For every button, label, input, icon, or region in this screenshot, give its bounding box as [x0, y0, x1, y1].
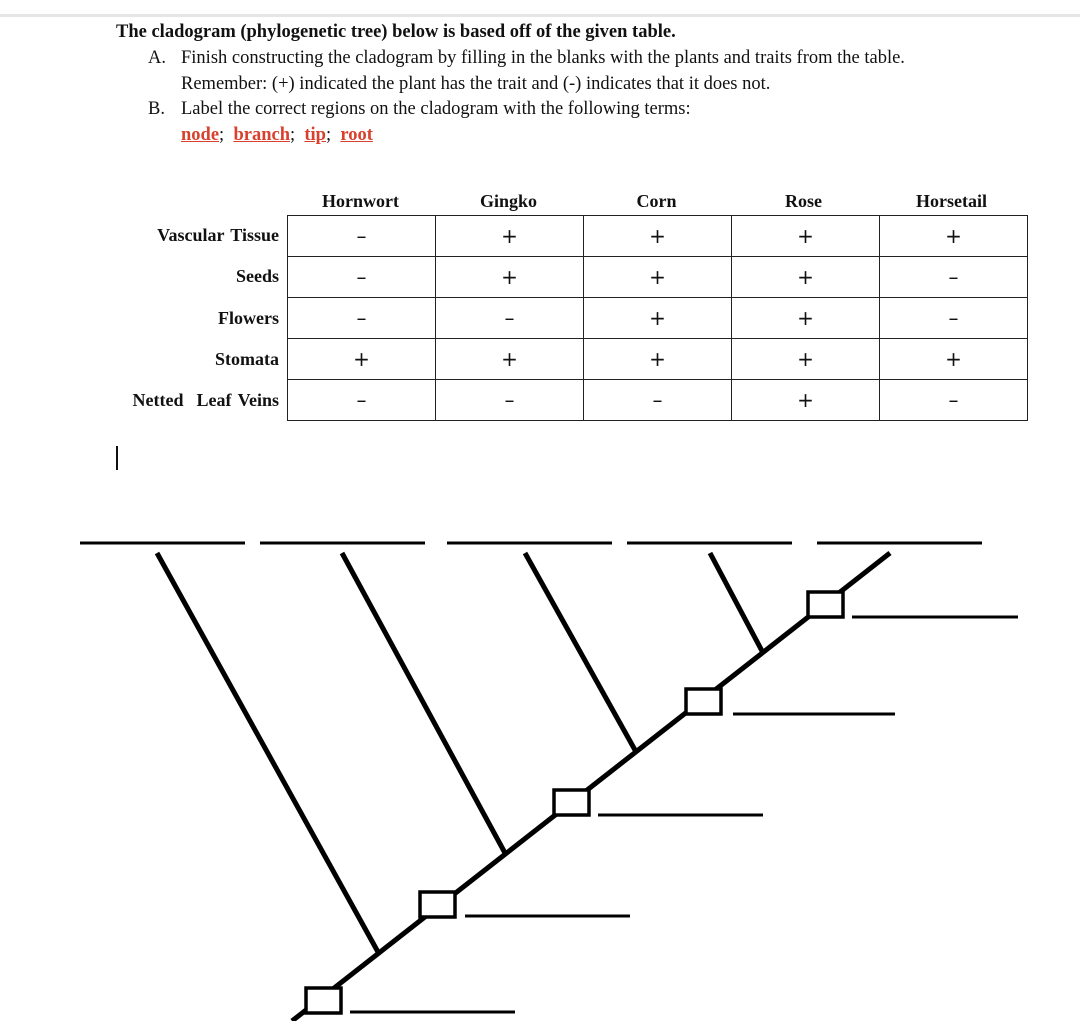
table-cell: – [880, 257, 1028, 298]
table-cell: – [288, 257, 436, 298]
table-cell: + [436, 216, 584, 257]
table-cell: – [436, 380, 584, 421]
table-cell: + [436, 339, 584, 380]
table-cell: – [880, 298, 1028, 339]
column-header-hornwort: Hornwort [322, 191, 399, 211]
row-header-stomata: Stomata [215, 349, 279, 369]
instruction-b-line1: Label the correct regions on the cladogram with the following terms: [181, 99, 691, 119]
table-cell: – [288, 298, 436, 339]
table-cell: + [880, 216, 1028, 257]
node-box-2[interactable] [686, 689, 721, 714]
instruction-a-line1: Finish constructing the cladogram by filling in the blanks with the plants and traits from the table. [181, 48, 905, 68]
column-header-gingko: Gingko [479, 191, 538, 211]
table-cell: + [880, 339, 1028, 380]
row-header-vascular-tissue: Vascular Tissue [157, 225, 279, 245]
table-cell: – [288, 216, 436, 257]
table-cell: + [584, 339, 732, 380]
branch-horsetail [342, 553, 505, 853]
table-cell: + [732, 339, 880, 380]
node-box-5[interactable] [306, 988, 341, 1013]
table-cell: + [732, 216, 880, 257]
column-header-corn: Corn [636, 191, 677, 211]
row-header-flowers: Flowers [218, 308, 279, 328]
term-node: node [181, 125, 220, 145]
branch-gingko [525, 553, 635, 750]
node-box-3[interactable] [554, 790, 589, 815]
table-cell: + [436, 257, 584, 298]
table-cell: – [584, 380, 732, 421]
table-cell: + [288, 339, 436, 380]
worksheet-title: The cladogram (phylogenetic tree) below is based off of the given table. [116, 22, 676, 42]
node-box-1[interactable] [808, 592, 843, 617]
branch-hornwort [157, 553, 378, 952]
column-header-horsetail: Horsetail [916, 191, 987, 211]
instruction-b-letter: B. [148, 99, 165, 119]
row-header-seeds: Seeds [235, 266, 279, 286]
table-cell: – [436, 298, 584, 339]
table-cell: + [584, 298, 732, 339]
term-list: node; branch; tip; root [181, 125, 373, 145]
table-cell: + [732, 380, 880, 421]
table-cell: + [732, 257, 880, 298]
term-root: root [340, 125, 373, 145]
term-branch: branch [233, 125, 290, 145]
table-cell: – [288, 380, 436, 421]
table-cell: + [584, 257, 732, 298]
table-cell: – [880, 380, 1028, 421]
row-header-netted-leaf-veins: Netted Leaf Veins [132, 390, 279, 410]
column-header-rose: Rose [785, 191, 822, 211]
table-cell: + [584, 216, 732, 257]
branch-corn [710, 553, 762, 651]
instruction-a-line2: Remember: (+) indicated the plant has the trait and (-) indicates that it does not. [181, 74, 771, 94]
term-tip: tip [304, 125, 326, 145]
node-box-4[interactable] [420, 892, 455, 917]
instruction-a-letter: A. [148, 48, 166, 68]
table-cell: + [732, 298, 880, 339]
